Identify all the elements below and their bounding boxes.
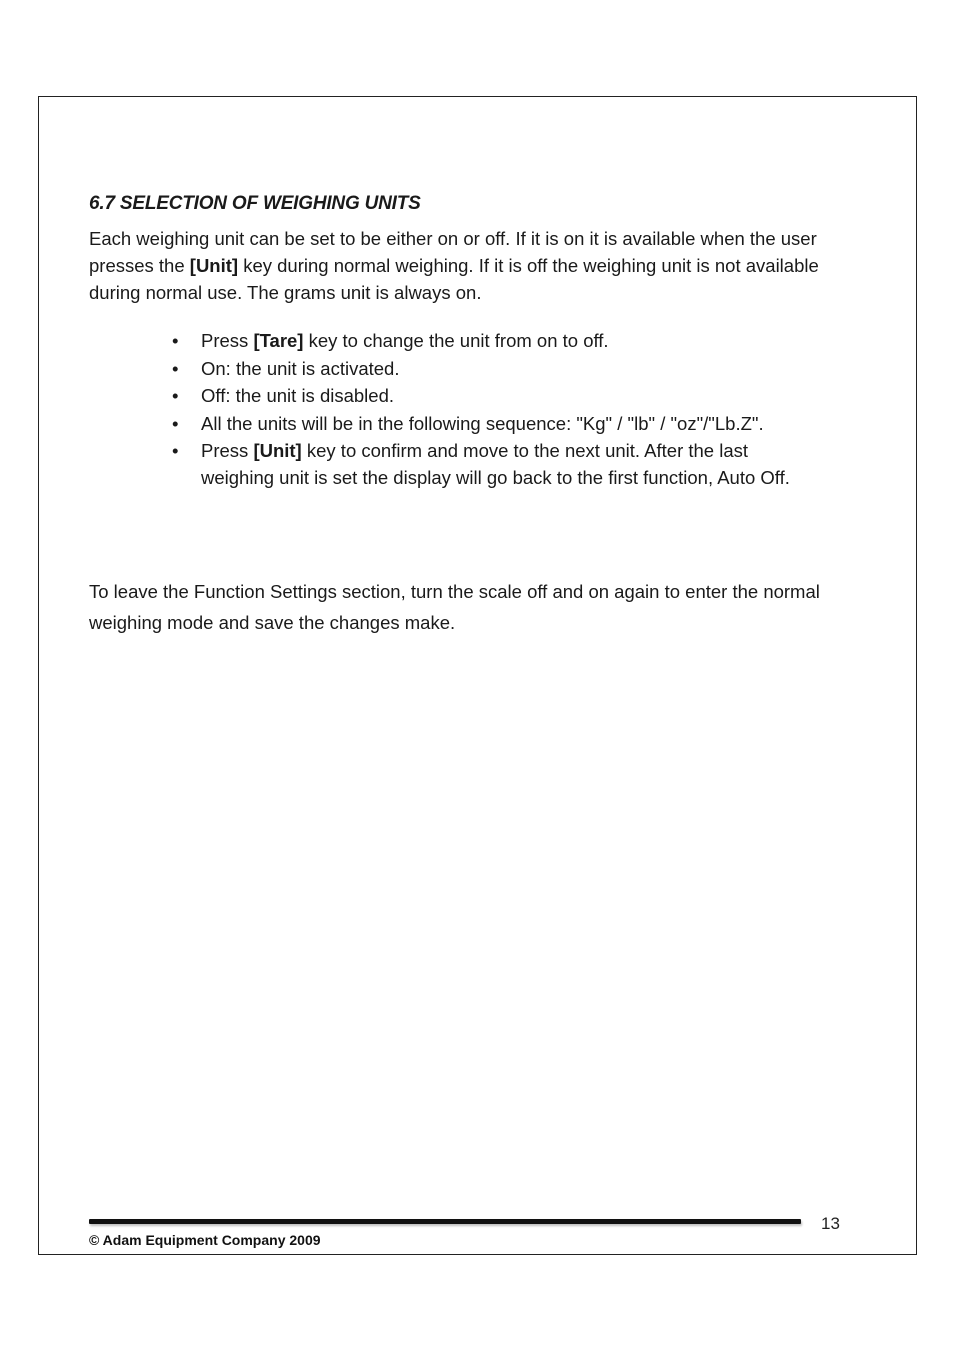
list-item bbox=[172, 411, 822, 438]
tare-key-label: [Tare] bbox=[253, 330, 304, 351]
bullet-text: key to change the unit from on to off. bbox=[303, 330, 609, 351]
bullet-icon: • bbox=[172, 412, 179, 434]
instruction-list bbox=[172, 328, 822, 492]
footer-rule bbox=[89, 1219, 801, 1224]
intro-text-2: key during normal weighing. If it is off the weighing unit is not available during normal use. The grams unit is always on. bbox=[89, 255, 819, 303]
bullet-icon: • bbox=[172, 440, 179, 461]
bullet-text: On: the unit is activated. bbox=[201, 357, 400, 379]
bullet-text: Press bbox=[201, 330, 254, 351]
bullet-icon: • bbox=[172, 385, 179, 406]
bullet-icon: • bbox=[172, 357, 179, 379]
list-item bbox=[172, 383, 822, 410]
list-item bbox=[172, 356, 822, 383]
bullet-icon: • bbox=[172, 330, 179, 351]
list-item bbox=[172, 438, 822, 491]
list-item bbox=[172, 328, 822, 355]
bullet-text: Press bbox=[201, 440, 254, 461]
copyright-notice: © Adam Equipment Company 2009 bbox=[89, 1232, 321, 1248]
unit-key-label: [Unit] bbox=[189, 255, 239, 276]
unit-key-label: [Unit] bbox=[253, 440, 302, 461]
intro-paragraph bbox=[89, 225, 849, 306]
bullet-text: All the units will be in the following sequence: "Kg" / "lb" / "oz"/"Lb.Z". bbox=[201, 412, 764, 434]
bullet-text: key to confirm and move to the next unit. After the last weighing unit is set the display will go back to the first function, Auto Off. bbox=[201, 440, 790, 488]
intro-text-1: Each weighing unit can be set to be either on or off. If it is on it is available when the user presses the bbox=[89, 228, 817, 276]
section-heading: 6.7 SELECTION OF WEIGHING UNITS bbox=[89, 193, 421, 214]
closing-paragraph: To leave the Function Settings section, turn the scale off and on again to enter the normal weighing mode and save the changes make. bbox=[89, 581, 820, 633]
bullet-text: Off: the unit is disabled. bbox=[201, 385, 394, 406]
page-number: 13 bbox=[821, 1214, 840, 1233]
